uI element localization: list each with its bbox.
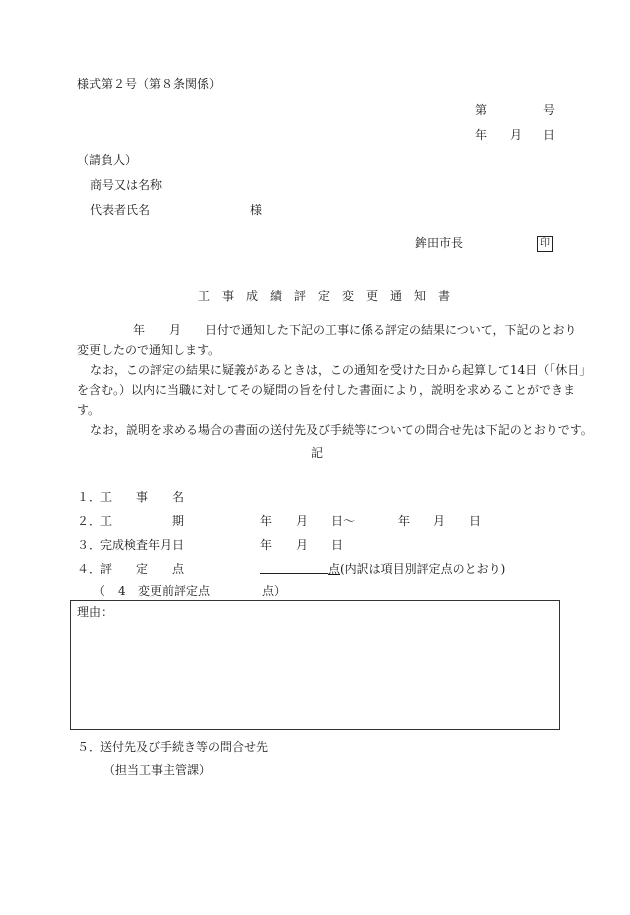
- item2-start-day: 日～: [331, 514, 356, 528]
- body-p2-line3: す。: [77, 403, 101, 417]
- item2-end-year: 年: [398, 514, 411, 528]
- item1-label: 工 事 名: [100, 490, 185, 504]
- body-p2-line2: を含む。）以内に当職に対してその疑問の旨を付した書面により，説明を求めることができま: [77, 383, 576, 397]
- item3-num: ３．: [77, 538, 102, 552]
- date-year: 年: [475, 128, 488, 142]
- body-p1-year: 年: [133, 323, 146, 337]
- item4b-open: （: [93, 584, 106, 598]
- number-dai: 第: [475, 103, 488, 117]
- date-day: 日: [543, 128, 556, 142]
- item4b-num: 4: [118, 584, 126, 598]
- body-p1-line2: 変更したので通知します。: [77, 343, 221, 357]
- form-number: 様式第２号（第８条関係）: [77, 77, 222, 91]
- item5-sub: （担当工事主管課）: [103, 763, 212, 777]
- body-p2-line1: なお，この評定の結果に疑義があるときは，この通知を受けた日から起算して14日（「休日」: [90, 363, 592, 377]
- number-go: 号: [543, 103, 556, 117]
- item3-label: 完成検査年月日: [100, 538, 185, 552]
- item2-end-month: 月: [433, 514, 446, 528]
- item4b-label: 変更前評定点: [138, 584, 211, 598]
- recipient-label: （請負人）: [77, 153, 138, 167]
- date-month: 月: [510, 128, 523, 142]
- item3-year: 年: [260, 538, 273, 552]
- item5-label: 送付先及び手続き等の問合せ先: [100, 740, 269, 754]
- body-p1-line1: 日付で通知した下記の工事に係る評定の結果について，下記のとおり: [205, 323, 577, 337]
- recipient-company: 商号又は名称: [90, 178, 163, 192]
- item1-num: １．: [77, 490, 102, 504]
- document-title: 工 事 成 績 評 定 変 更 通 知 書: [198, 289, 451, 303]
- seal-mark: [537, 235, 553, 252]
- issuer-name: 鉾田市長: [415, 236, 464, 250]
- item2-start-month: 月: [296, 514, 309, 528]
- item5-num: ５．: [77, 740, 102, 754]
- body-p3-line1: なお，説明を求める場合の書面の送付先及び手続等についての問合せ先は下記のとおりです。: [90, 423, 593, 437]
- item4-ten: 点: [328, 562, 341, 576]
- recipient-representative: 代表者氏名: [90, 203, 151, 217]
- item4-num: ４．: [77, 562, 102, 576]
- item2-label: 工 期: [100, 514, 185, 528]
- item4-label: 評 定 点: [100, 562, 185, 576]
- item2-start-year: 年: [260, 514, 273, 528]
- reason-box: [70, 600, 560, 730]
- reason-label: 理由：: [77, 605, 114, 619]
- item4-note: (内訳は項目別評定点のとおり): [340, 562, 506, 576]
- recipient-sama: 様: [250, 203, 263, 217]
- item2-num: ２．: [77, 514, 102, 528]
- item3-month: 月: [296, 538, 309, 552]
- item4-score-blank: [260, 560, 328, 574]
- body-p1-month: 月: [169, 323, 182, 337]
- seal-icon: 印: [537, 236, 553, 252]
- item2-end-day: 日: [469, 514, 482, 528]
- ki-heading: 記: [311, 446, 324, 460]
- item4b-ten: 点）: [262, 584, 287, 598]
- item3-day: 日: [331, 538, 344, 552]
